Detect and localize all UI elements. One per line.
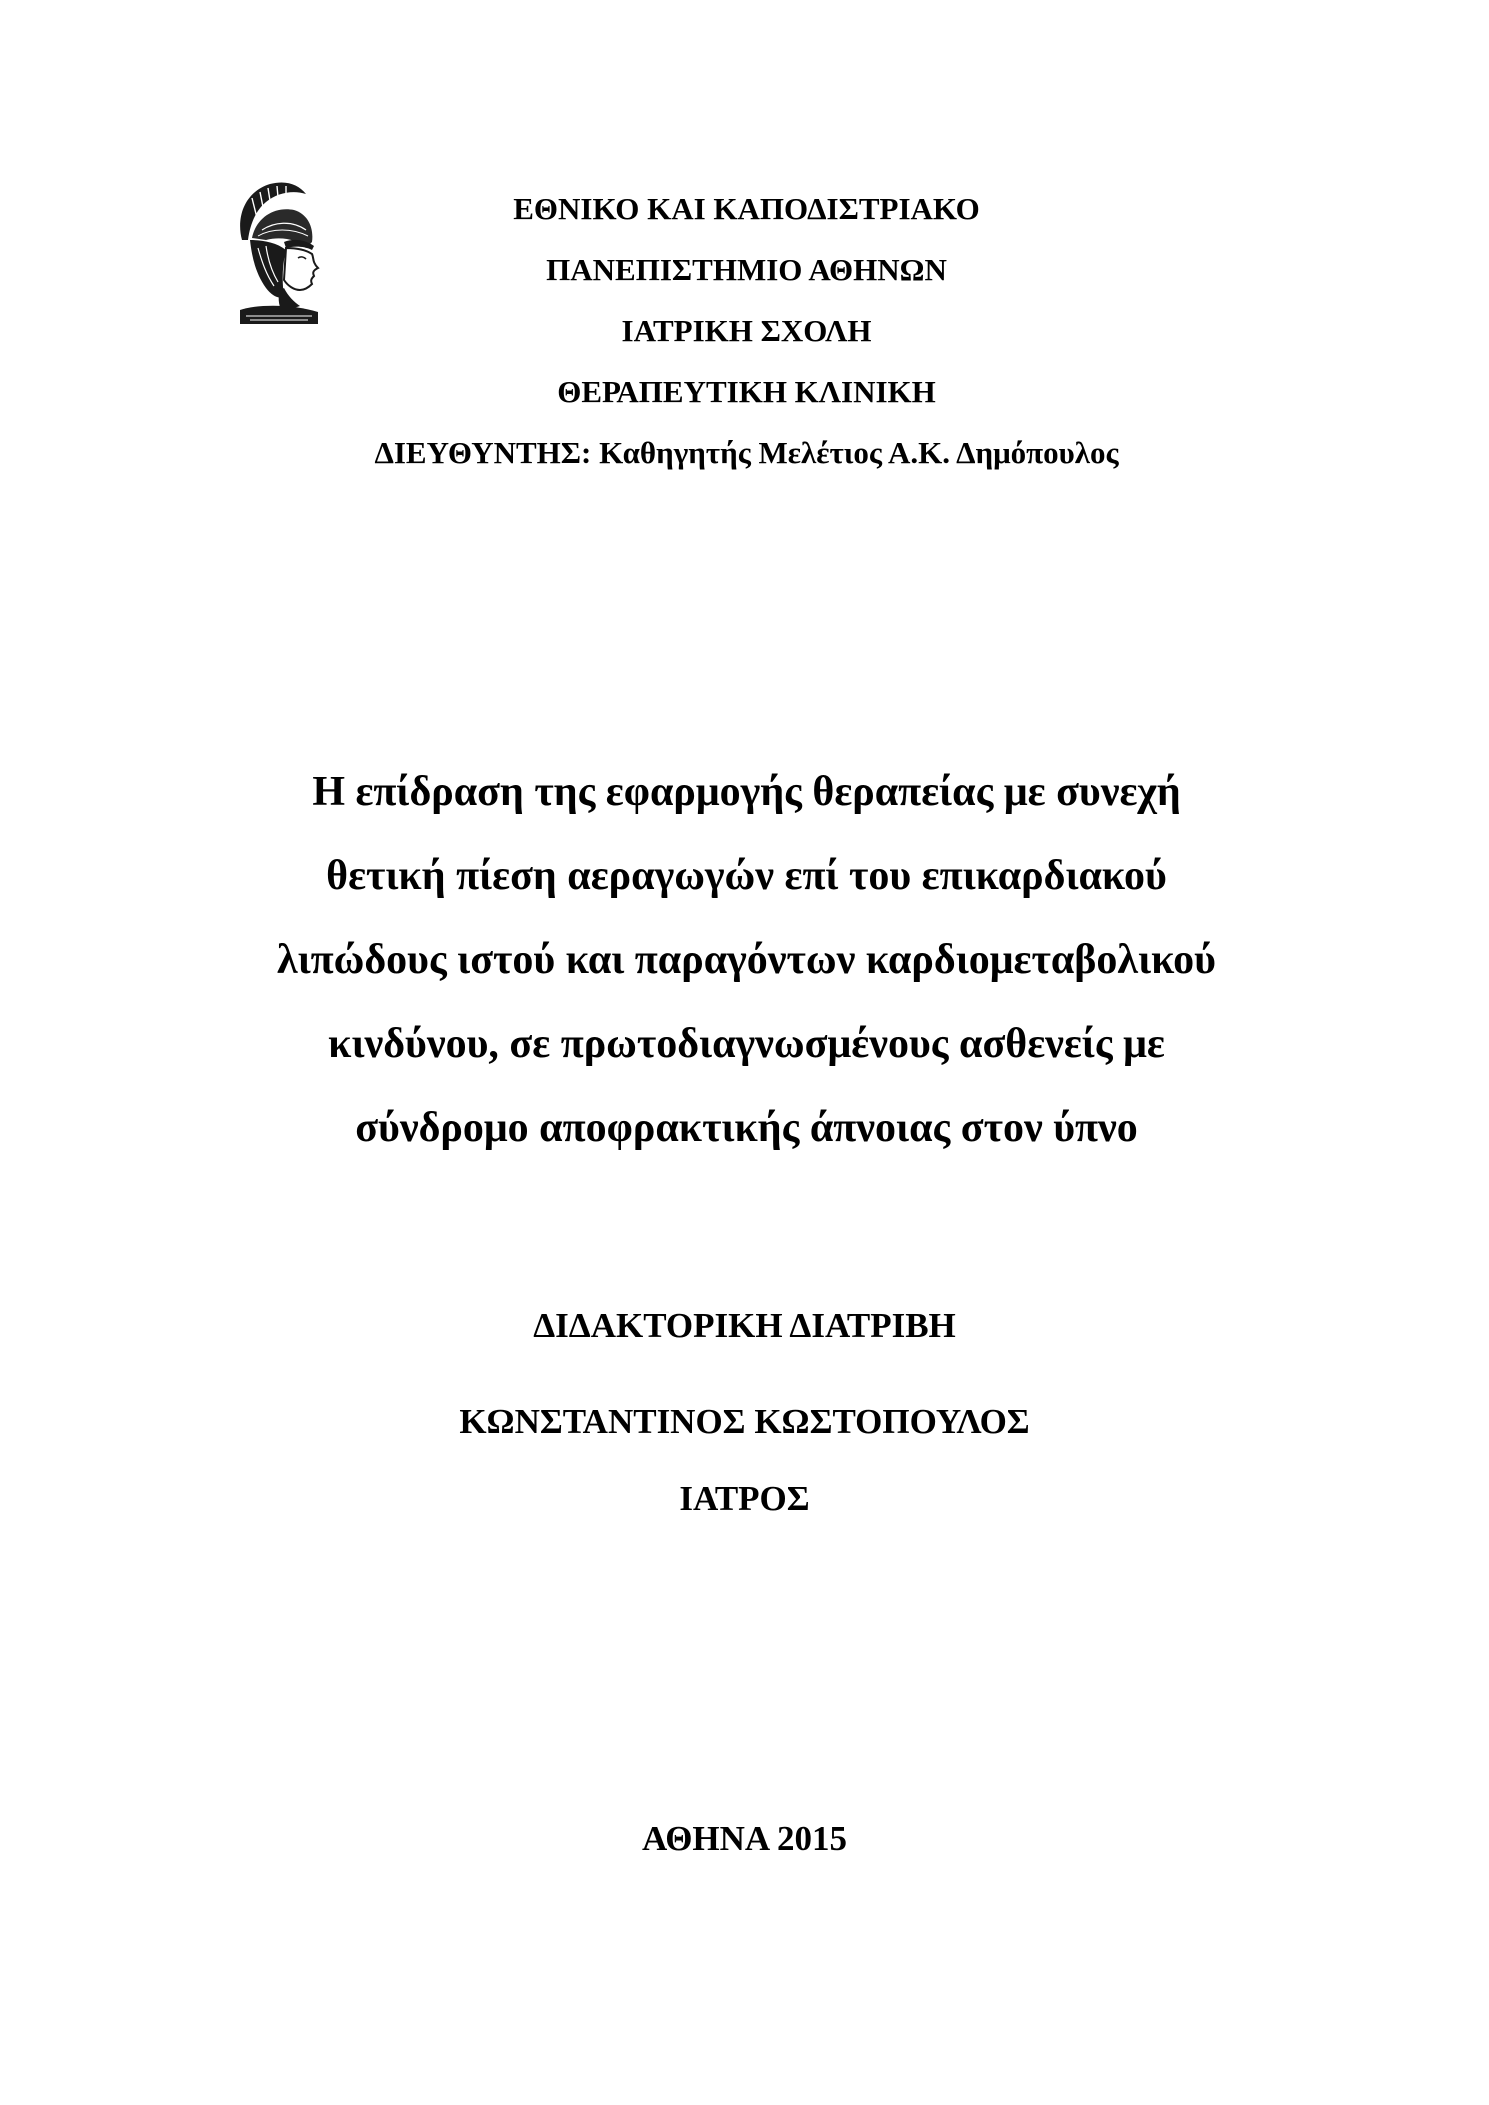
author-name: ΚΩΝΣΤΑΝΤΙΝΟΣ ΚΩΣΤΟΠΟΥΛΟΣ xyxy=(459,1402,1030,1441)
document-type: ΔΙΔΑΚΤΟΡΙΚΗ ΔΙΑΤΡΙΒΗ xyxy=(533,1306,956,1345)
director-line: ΔΙΕΥΘΥΝΤΗΣ: Καθηγητής Μελέτιος Α.Κ. Δημόπουλος xyxy=(374,435,1119,470)
university-name-line2: ΠΑΝΕΠΙΣΤΗΜΙΟ ΑΘΗΝΩΝ xyxy=(546,252,947,287)
place-and-year: ΑΘΗΝΑ 2015 xyxy=(641,1819,848,1858)
institution-header xyxy=(0,178,1489,483)
university-name-line1: ΕΘΝΙΚΟ ΚΑΙ ΚΑΠΟΔΙΣΤΡΙΑΚΟ xyxy=(513,191,980,226)
school-name: ΙΑΤΡΙΚΗ ΣΧΟΛΗ xyxy=(621,313,872,348)
title-line: Η επίδραση της εφαρμογής θεραπείας με συνεχή xyxy=(312,769,1181,815)
title-line: κινδύνου, σε πρωτοδιαγνωσμένους ασθενείς με xyxy=(328,1021,1165,1067)
title-line: σύνδρομο αποφρακτικής άπνοιας στον ύπνο xyxy=(355,1105,1138,1151)
author-profession: ΙΑΤΡΟΣ xyxy=(679,1479,810,1518)
thesis-title xyxy=(0,750,1489,1170)
title-line: θετική πίεση αεραγωγών επί του επικαρδιακού xyxy=(326,853,1167,899)
title-line: λιπώδους ιστού και παραγόντων καρδιομεταβολικού xyxy=(277,937,1216,983)
clinic-name: ΘΕΡΑΠΕΥΤΙΚΗ ΚΛΙΝΙΚΗ xyxy=(557,374,936,409)
